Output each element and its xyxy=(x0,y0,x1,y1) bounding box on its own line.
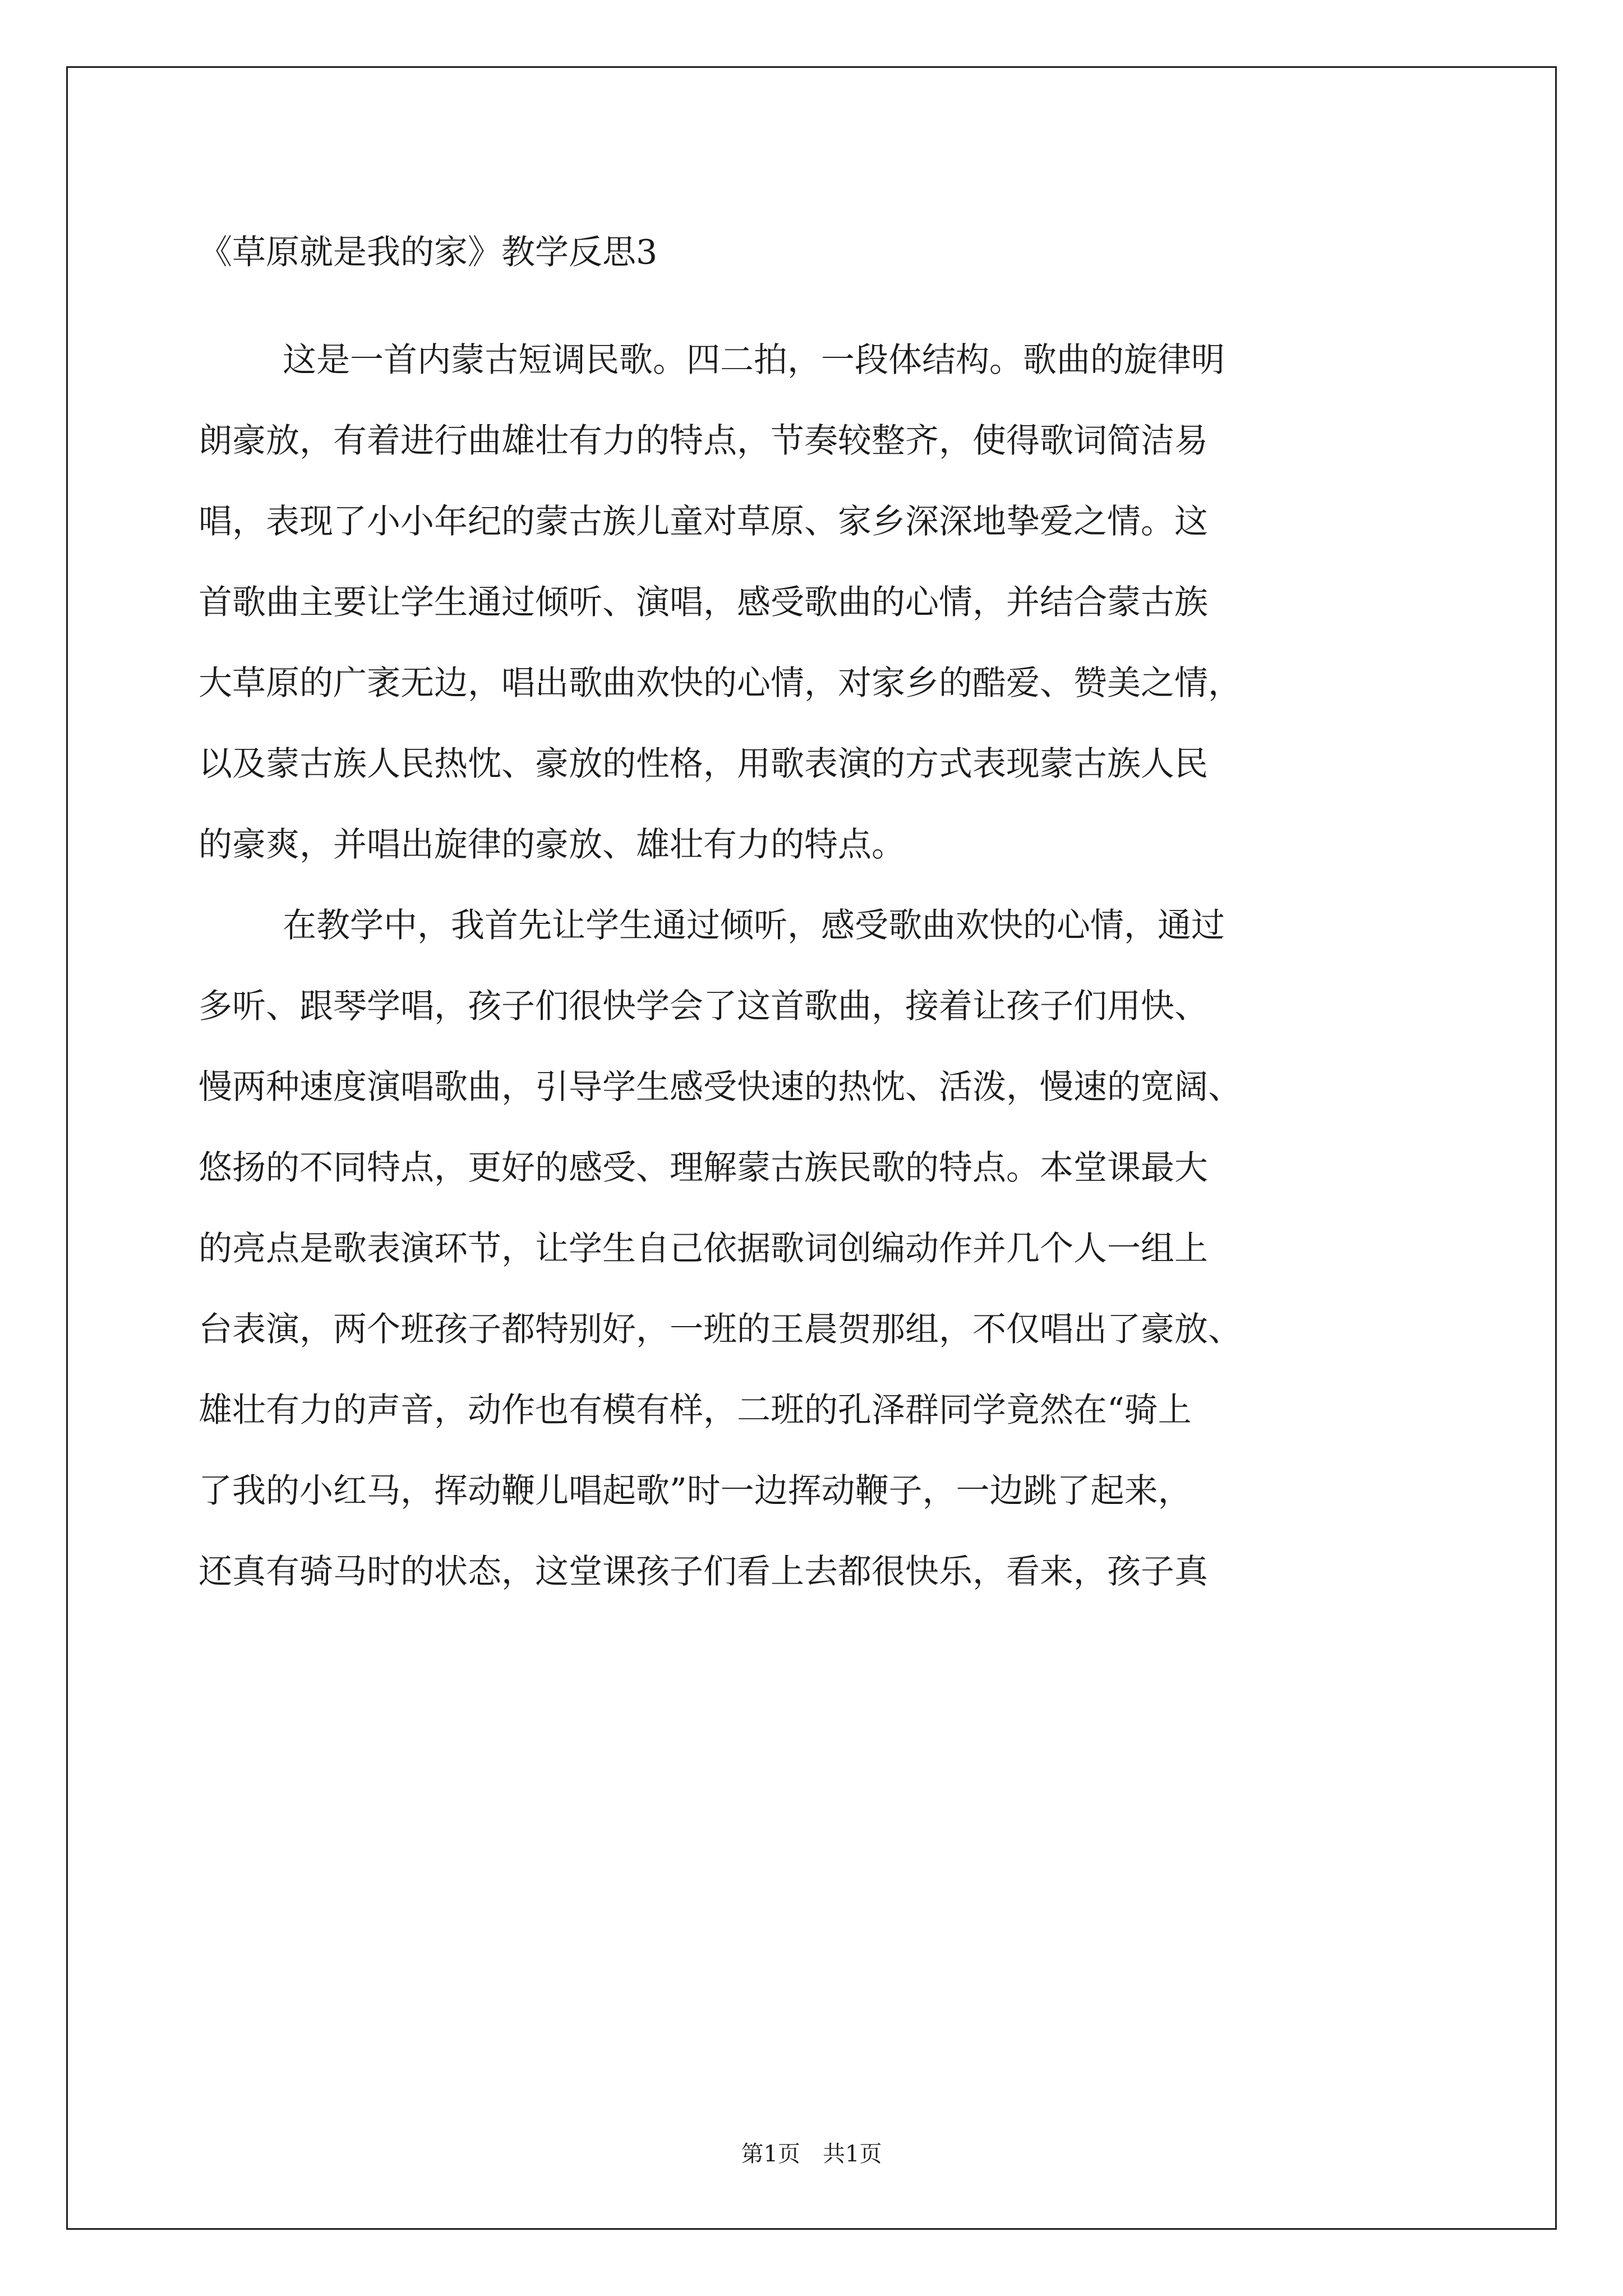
document-body xyxy=(199,320,1432,1612)
paragraph-2 xyxy=(199,885,1432,1612)
text-line: 多听、跟琴学唱，孩子们很快学会了这首歌曲，接着让孩子们用快、 xyxy=(199,987,1208,1026)
text-line: 以及蒙古族人民热忱、豪放的性格，用歌表演的方式表现蒙古族人民 xyxy=(199,744,1208,784)
text-line: 还真有骑马时的状态，这堂课孩子们看上去都很快乐，看来，孩子真 xyxy=(199,1552,1208,1591)
paragraph-1 xyxy=(199,320,1432,885)
text-line: 朗豪放，有着进行曲雄壮有力的特点，节奏较整齐，使得歌词简洁易 xyxy=(199,421,1208,461)
page-number-footer: 第1页 共1页 xyxy=(741,2141,882,2167)
document-title: 《草原就是我的家》教学反思3 xyxy=(199,233,658,272)
text-line: 首歌曲主要让学生通过倾听、演唱，感受歌曲的心情，并结合蒙古族 xyxy=(199,583,1208,622)
text-line: 大草原的广袤无边，唱出歌曲欢快的心情，对家乡的酷爱、赞美之情， xyxy=(199,664,1242,703)
text-line: 慢两种速度演唱歌曲，引导学生感受快速的热忱、活泼，慢速的宽阔、 xyxy=(199,1068,1242,1107)
text-line: 唱，表现了小小年纪的蒙古族儿童对草原、家乡深深地挚爱之情。这 xyxy=(199,502,1208,541)
text-line: 在教学中，我首先让学生通过倾听，感受歌曲欢快的心情，通过 xyxy=(283,906,1225,945)
text-line: 悠扬的不同特点，更好的感受、理解蒙古族民歌的特点。本堂课最大 xyxy=(199,1148,1208,1188)
text-line: 的亮点是歌表演环节，让学生自己依据歌词创编动作并几个人一组上 xyxy=(199,1229,1208,1268)
text-line: 的豪爽，并唱出旋律的豪放、雄壮有力的特点。 xyxy=(199,825,905,864)
text-line: 了我的小红马，挥动鞭儿唱起歌”时一边挥动鞭子，一边跳了起来， xyxy=(199,1471,1192,1511)
text-line: 雄壮有力的声音，动作也有模有样，二班的孔泽群同学竟然在“骑上 xyxy=(199,1391,1192,1430)
text-line: 台表演，两个班孩子都特别好，一班的王晨贺那组，不仅唱出了豪放、 xyxy=(199,1310,1242,1349)
text-line: 这是一首内蒙古短调民歌。四二拍，一段体结构。歌曲的旋律明 xyxy=(283,341,1225,380)
